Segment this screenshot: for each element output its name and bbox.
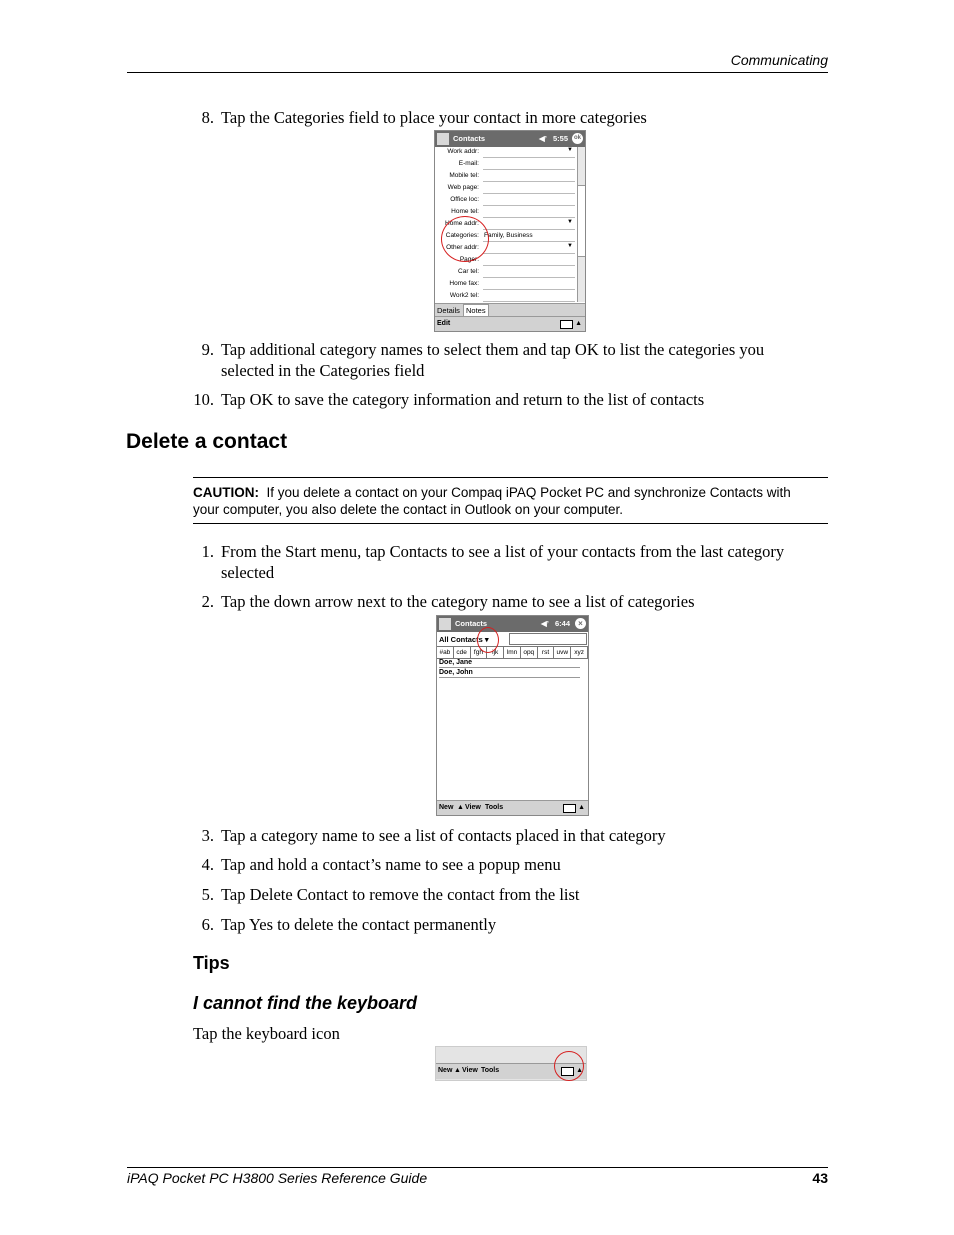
input-arrow-icon[interactable]: ▲ — [578, 804, 585, 811]
menu-tools[interactable]: Tools — [485, 804, 504, 811]
step-text: Tap additional category names to select them and tap OK to list the categories you — [221, 340, 765, 359]
field-row[interactable] — [435, 291, 575, 303]
abc-tab[interactable]: ijk — [487, 647, 504, 658]
field-input[interactable] — [483, 181, 575, 182]
menu-view[interactable]: View — [462, 1067, 478, 1074]
dropdown-arrow-icon[interactable]: ▼ — [567, 219, 573, 225]
field-input[interactable] — [483, 169, 575, 170]
step-number: 9. — [201, 340, 214, 359]
field-label: Other addr: — [446, 244, 479, 251]
close-icon[interactable]: × — [575, 618, 586, 629]
tip-body: Tap the keyboard icon — [193, 1024, 340, 1043]
dropdown-arrow-icon[interactable]: ▼ — [567, 243, 573, 249]
title-bar — [437, 616, 588, 632]
header-rule — [127, 72, 828, 73]
menu-new[interactable]: New — [439, 804, 454, 811]
field-input[interactable] — [483, 265, 575, 266]
field-input[interactable] — [483, 229, 575, 230]
keyboard-icon[interactable] — [563, 804, 576, 813]
step-number: 3. — [201, 826, 214, 845]
caution-line2: your computer, you also delete the contact in Outlook on your computer. — [193, 502, 623, 517]
field-label: Work2 tel: — [449, 292, 479, 299]
menu-bar — [437, 800, 588, 815]
field-label: Home tel: — [451, 208, 479, 215]
contact-row[interactable]: Doe, Jane — [439, 658, 580, 668]
field-input[interactable] — [483, 157, 575, 158]
step-number: 6. — [201, 915, 214, 934]
step-text: From the Start menu, tap Contacts to see a list of your contacts from the last category — [221, 542, 785, 561]
app-title: Contacts — [455, 619, 488, 628]
find-input[interactable] — [509, 633, 587, 645]
step-text: Tap the Categories field to place your contact in more categories — [221, 108, 647, 127]
step-number: 8. — [201, 108, 214, 127]
step-text: Tap Yes to delete the contact permanently — [221, 915, 497, 934]
dropdown-arrow-icon[interactable]: ▼ — [567, 147, 573, 153]
field-row[interactable] — [435, 183, 575, 195]
step-number: 2. — [201, 592, 214, 611]
menu-edit[interactable]: Edit — [437, 320, 451, 327]
field-label: Categories: — [445, 232, 479, 239]
contact-list — [439, 658, 580, 678]
keyboard-icon[interactable] — [560, 320, 573, 329]
tab-strip — [435, 303, 585, 317]
tab-notes[interactable]: Notes — [463, 304, 489, 317]
step-number: 1. — [201, 542, 214, 561]
field-input[interactable] — [483, 217, 575, 218]
step-text-cont: selected — [221, 563, 275, 582]
footer-rule — [127, 1167, 828, 1168]
field-label: Car tel: — [458, 268, 479, 275]
ok-button[interactable]: ok — [572, 133, 583, 144]
step-text: Tap the down arrow next to the category name to see a list of categories — [221, 592, 695, 611]
field-label: E-mail: — [458, 160, 479, 167]
field-row[interactable] — [435, 195, 575, 207]
field-row[interactable] — [435, 159, 575, 171]
scroll-thumb[interactable] — [578, 185, 585, 257]
field-input[interactable] — [483, 193, 575, 194]
abc-tab[interactable]: xyz — [571, 647, 588, 658]
abc-tab[interactable]: fgh — [471, 647, 488, 658]
abc-tab[interactable]: opq — [521, 647, 538, 658]
field-row[interactable] — [435, 279, 575, 291]
step-item — [184, 541, 824, 585]
field-input[interactable] — [483, 205, 575, 206]
step-text: Tap OK to save the category information and return to the list of contacts — [221, 390, 705, 409]
menu-bar — [435, 316, 585, 331]
caution-note — [193, 484, 829, 518]
step-number: 4. — [201, 855, 214, 874]
field-row[interactable] — [435, 171, 575, 183]
field-value: Family, Business — [484, 232, 533, 239]
field-input[interactable] — [483, 277, 575, 278]
running-header: Communicating — [730, 52, 828, 68]
field-input[interactable] — [483, 301, 575, 302]
field-label: Mobile tel: — [449, 172, 479, 179]
step-number: 10. — [193, 390, 214, 409]
abc-tab[interactable]: rst — [538, 647, 555, 658]
abc-tab[interactable]: lmn — [504, 647, 521, 658]
step-item — [184, 339, 824, 383]
field-label: Web page: — [447, 184, 479, 191]
app-title: Contacts — [453, 134, 486, 143]
start-menu-icon[interactable] — [437, 133, 449, 145]
tips-heading: Tips — [193, 953, 230, 973]
abc-tab[interactable]: uvw — [554, 647, 571, 658]
step-text: Tap a category name to see a list of contacts placed in that category — [221, 826, 666, 845]
field-label: Work addr: — [447, 148, 479, 155]
category-dropdown[interactable]: All Contacts ▾ — [439, 635, 489, 644]
field-row[interactable] — [435, 147, 575, 159]
highlight-circle — [554, 1051, 584, 1081]
field-label: Office loc: — [450, 196, 479, 203]
step-text: Tap Delete Contact to remove the contact from the list — [221, 885, 580, 904]
input-arrow-icon[interactable]: ▲ — [575, 320, 582, 327]
highlight-circle — [477, 627, 499, 653]
start-menu-icon[interactable] — [439, 618, 451, 630]
field-label: Pager: — [459, 256, 479, 263]
footer-title: iPAQ Pocket PC H3800 Series Reference Guide — [127, 1170, 428, 1186]
menu-new[interactable]: New — [438, 1067, 453, 1074]
input-arrow-icon[interactable]: ▲ — [576, 1067, 583, 1074]
step-text-cont: selected in the Categories field — [221, 361, 425, 380]
clock: 5:55 — [553, 134, 569, 143]
field-row[interactable] — [435, 267, 575, 279]
menu-arrow-icon[interactable]: ▲ — [454, 1067, 461, 1074]
field-input[interactable] — [483, 241, 575, 242]
contact-list-screenshot — [436, 615, 589, 816]
caution-line1: If you delete a contact on your Compaq iPAQ Pocket PC and synchronize Contacts with — [266, 485, 791, 500]
field-label: Home addr: — [445, 220, 479, 227]
section-title: Delete a contact — [126, 430, 288, 453]
abc-tab[interactable]: #ab — [437, 647, 454, 658]
caution-label: CAUTION: — [193, 485, 259, 500]
speaker-icon[interactable]: ◀ʼ — [541, 619, 549, 628]
scrollbar[interactable] — [577, 147, 585, 302]
step-number: 5. — [201, 885, 214, 904]
contact-row[interactable]: Doe, John — [439, 668, 580, 678]
field-input[interactable] — [483, 253, 575, 254]
abc-tab[interactable]: cde — [454, 647, 471, 658]
caution-bottom-rule — [193, 523, 828, 524]
field-input[interactable] — [483, 289, 575, 290]
tip-title: I cannot find the keyboard — [193, 993, 418, 1013]
highlight-circle — [441, 216, 489, 262]
menu-view[interactable]: View — [465, 804, 481, 811]
step-text: Tap and hold a contact’s name to see a popup menu — [221, 855, 561, 874]
title-bar — [435, 131, 585, 147]
menu-tools[interactable]: Tools — [481, 1067, 500, 1074]
speaker-icon[interactable]: ◀ʼ — [539, 134, 547, 143]
page-number: 43 — [812, 1170, 828, 1186]
chevron-down-icon[interactable]: ▾ — [484, 635, 489, 644]
category-bar — [437, 632, 588, 646]
menu-arrow-icon[interactable]: ▲ — [457, 804, 464, 811]
tab-details[interactable]: Details — [437, 306, 460, 315]
clock: 6:44 — [555, 619, 571, 628]
field-label: Home fax: — [449, 280, 479, 287]
caution-top-rule — [193, 477, 828, 478]
